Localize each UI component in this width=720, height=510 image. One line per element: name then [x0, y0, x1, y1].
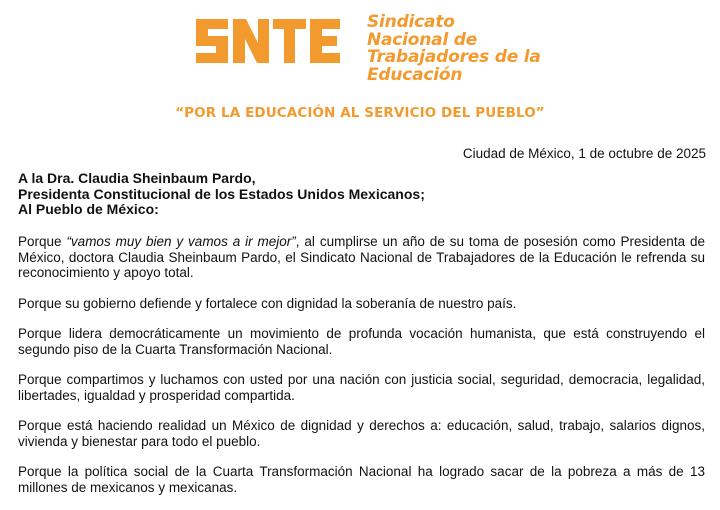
letter-date: Ciudad de México, 1 de octubre de 2025 — [462, 146, 706, 161]
paragraph: Porque la política social de la Cuarta Transformación Nacional ha logrado sacar de la pobreza a más de 13 millones de mexicanos y mexicanas. — [18, 464, 705, 495]
paragraph: Porque lidera democráticamente un movimiento de profunda vocación humanista, que está construyendo el segundo piso de la Cuarta Transformación Nacional. — [18, 326, 705, 357]
letterhead — [0, 0, 720, 130]
union-name-line: Educación — [367, 64, 463, 85]
quote: “vamos muy bien y vamos a ir mejor” — [66, 234, 296, 249]
paragraph — [18, 234, 705, 281]
union-name-line: Trabajadores de la — [367, 47, 541, 67]
paragraph: Porque su gobierno defiende y fortalece con dignidad la soberanía de nuestro país. — [18, 295, 517, 311]
recipients-block — [18, 171, 425, 218]
union-name-line: Sindicato — [367, 12, 455, 32]
snte-logo — [194, 15, 342, 67]
union-name — [367, 14, 567, 84]
union-name-line: Nacional de — [367, 29, 478, 50]
paragraph: Porque compartimos y luchamos con usted por una nación con justicia social, seguridad, democracia, legalidad, libertades, igualdad y prosperidad compartida. — [18, 372, 705, 403]
recipient-line: Al Pueblo de México: — [18, 201, 159, 217]
recipient-line: A la Dra. Claudia Sheinbaum Pardo, — [18, 170, 256, 186]
letter-body — [18, 234, 705, 510]
paragraph-prefix: Porque — [18, 234, 67, 249]
motto: “POR LA EDUCACIÓN AL SERVICIO DEL PUEBLO” — [175, 105, 545, 121]
paragraph-rest: , al cumplirse un año de su toma de posesión como Presidenta de México, doctora Claudia Sheinbaum Pardo, el Sindicato Nacional de Trabajadores de la Educación le refrenda su reconocimiento y apoyo total. — [18, 234, 705, 280]
recipient-line: Presidenta Constitucional de los Estados Unidos Mexicanos; — [18, 185, 425, 202]
paragraph: Porque está haciendo realidad un México de dignidad y derechos a: educación, salud, trabajo, salarios dignos, vivienda y bienestar para todo el pueblo. — [18, 418, 705, 449]
